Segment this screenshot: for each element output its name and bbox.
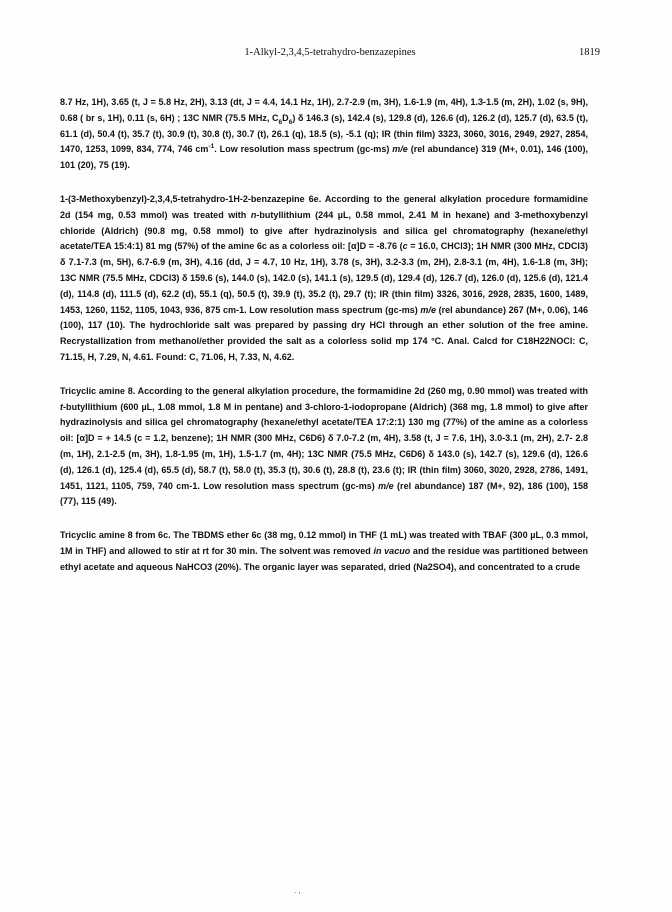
text-run: . Low resolution mass spectrum (gc-ms) — [214, 144, 393, 155]
italic-c: c — [402, 241, 408, 252]
subscript-6: 6 — [278, 118, 283, 126]
text-run: -butyllithium (600 µL, 1.08 mmol, 1.8 M in pentane) and 3-chloro-1-iodopropane (Aldrich) (368 mg, 1.8 mmol) to give after hydrazinolysis and silica gel chromatography (hexane/ethyl acetate/TEA 17:2:1) 130 mg (77%) of the amine as a colorless oil: [α]D = + 14.5 (c = 1.2, benzene); 1H NMR (300 MHz, C6D6) δ 7.0-7.2 (m, 4H), 3.58 (t, J = 7.6, 1H), 3.0-3.1 (m, 2H), 2.7- 2.8 (m, 1H), 2.1-2.5 (m, 3H), 1.8-1.95 (m, 1H), 1.5-1.7 (m, 4H); 13C NMR (75.5 MHz, C6D6) δ 143.0 (s), 142.7 (s), 129.6 (d), 126.6 (d), 126.1 (d), 125.4 (d), 65.5 (d), 58.7 (t), 58.0 (t), 35.3 (t), 30.6 (t), 28.8 (t), 23.6 (t); IR (thin film) 3060, 3020, 2928, 2786, 1491, 1451, 1121, 1105, 759, 740 cm-1. Low resolution mass spectrum (gc-ms) — [60, 401, 588, 491]
superscript-minus-1: -1 — [208, 143, 215, 151]
paragraph-tricyclic-amine-8 — [60, 384, 588, 510]
paragraph-gap — [60, 510, 588, 528]
text-run: According to the general alkylation procedure, the formamidine 2d (260 mg, 0.90 mmol) was treated with — [135, 385, 588, 396]
text-run: ) δ 146.3 (s), 142.4 (s), 129.8 (d), 126.6 (d), 126.2 (d), 125.7 (d), 63.5 (t), 61.1 (d), 50.4 (t), 35.7 (t), 30.9 (t), 30.8 (t), 30.7 (t), 26.1 (q), 18.5 (s), -5.1 (q); IR (thin film) 3323, 3060, 3016, 2949, 2927, 2854, 1470, 1253, 1099, 834, 774, 746 cm — [60, 112, 589, 155]
text-run: D — [282, 112, 289, 123]
text-run: 8.7 Hz, 1H), 3.65 (t, J = 5.8 Hz, 2H), 3.13 (dt, J = 4.4, 14.1 Hz, 1H), 2.7-2.9 (m, 3H), 1.6-1.9 (m, 4H), 1.3-1.5 (m, 2H), 1.02 (s, 9H), 0.68 ( br s, 1H), 0.11 (s, 6H) ; — [60, 97, 588, 123]
text-run: and the residue was partitioned between ethyl acetate and aqueous NaHCO3 (20%). The organic layer was separated, dried (Na2SO4), and concentrated to a crude — [60, 545, 589, 572]
paragraph-gap — [60, 174, 588, 192]
text-run: (rel abundance) 267 (M+, 0.06), 146 (100), 117 (10). The hydrochloride salt was prepared by passing dry HCl through an ether solution of the free amine. Recrystallization from methanol/ether provided the salt as a colorless solid mp 174 °C. — [60, 304, 589, 347]
text-run: Calcd for C18H22NOCl: C, 71.15, H, 7.29, N, 4.61. Found: C, 71.06, H, 7.33, N, 4.62. — [60, 336, 588, 362]
italic-me: m/e — [378, 480, 394, 491]
italic-in-vacuo: in vacuo — [373, 545, 411, 556]
text-run: (rel abundance) 187 (M+, 92), 186 (100), 158 (77), 115 (49). — [60, 480, 588, 507]
text-run: -butyllithium (244 µL, 0.58 mmol, 2.41 M in hexane) and 3-methoxybenzyl chloride (Aldrich) (90.8 mg, 0.58 mmol) to give after hydrazinolysis and silica gel chromatography (hexane/ethyl acetate/TEA 15:4:1) 81 mg (57%) of the amine 6c as a colorless oil: [α]D = -8.76 ( — [60, 209, 588, 252]
text-run: 13C NMR (75.5 MHz, C — [182, 112, 279, 123]
compound-heading: Tricyclic amine 8. — [60, 385, 136, 396]
page-number: 1819 — [579, 47, 600, 58]
paragraph-tricyclic-amine-8-from-6c — [60, 528, 588, 575]
italic-me: m/e — [420, 304, 436, 315]
subscript-6: 6 — [288, 118, 293, 126]
italic-n: n — [250, 209, 257, 220]
text-run: According to the general alkylation procedure formamidine 2d (154 mg, 0.53 mmol) was treated with — [60, 193, 588, 220]
compound-heading: Tricyclic amine 8 from 6c. — [60, 530, 171, 541]
italic-t: t — [60, 401, 64, 412]
anal-label: Anal. — [447, 336, 470, 347]
paragraph-gap — [60, 366, 588, 384]
text-run: The TBDMS ether 6c (38 mg, 0.12 mmol) in THF (1 mL) was treated with TBAF (300 µL, 0.3 mmol, 1M in THF) and allowed to stir at rt for 30 min. The solvent was removed — [60, 530, 588, 556]
text-run: = 16.0, CHCl3); 1H NMR (300 MHz, CDCl3) δ 7.1-7.3 (m, 5H), 6.7-6.9 (m, 3H), 4.16 (dd, J = 4.7, 10 Hz, 1H), 3.78 (s, 3H), 3.2-3.3 (m, 2H), 2.8-3.1 (m, 4H), 1.6-1.8 (m, 3H); 13C NMR (75.5 MHz, CDCl3) δ 159.6 (s), 144.0 (s), 142.0 (s), 141.1 (s), 129.5 (d), 129.4 (d), 126.7 (d), 126.0 (d), 125.6 (d), 121.4 (d), 114.8 (d), 111.5 (d), 62.2 (d), 55.1 (q), 50.5 (t), 39.9 (t), 35.2 (t), 29.7 (t); IR (thin film) 3326, 3016, 2928, 2835, 1600, 1489, 1453, 1260, 1152, 1105, 1043, 936, 875 cm-1. Low resolution mass spectrum (gc-ms) — [60, 241, 588, 315]
running-title: 1-Alkyl-2,3,4,5-tetrahydro-benzazepines — [244, 47, 416, 58]
paragraph-characterization-continued — [60, 95, 588, 174]
page-footer-mark: . , — [294, 886, 301, 895]
italic-me: m/e — [392, 144, 408, 155]
compound-heading: 1-(3-Methoxybenzyl)-2,3,4,5-tetrahydro-1H-2-benzazepine 6e. — [60, 193, 322, 204]
paragraph-compound-6e — [60, 192, 588, 366]
text-run: (rel abundance) 319 (M+, 0.01), 146 (100), 101 (20), 75 (19). — [60, 144, 588, 171]
article-body — [60, 95, 588, 576]
